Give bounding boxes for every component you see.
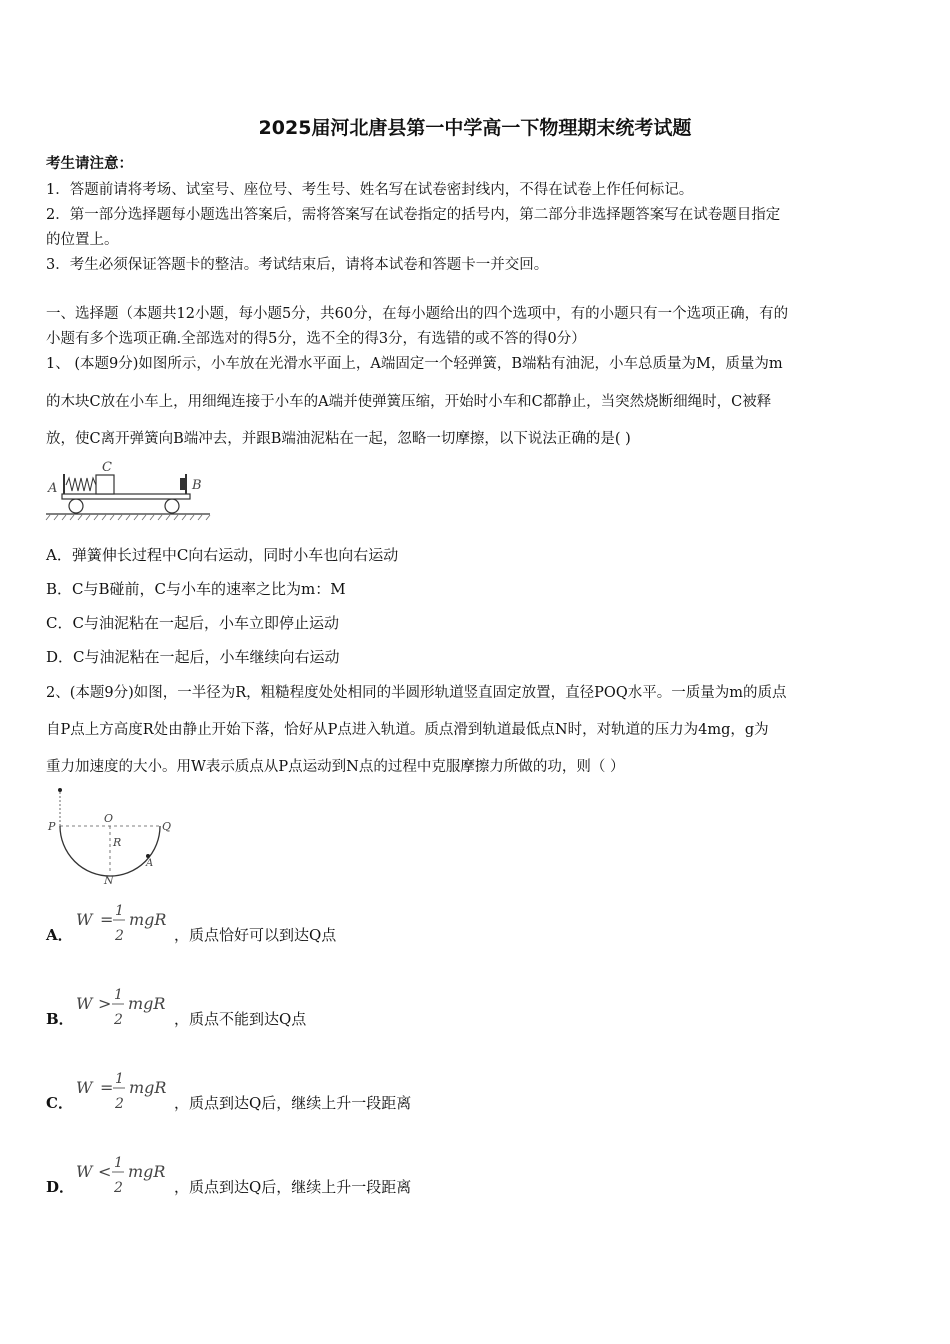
formula-denominator: 2 — [115, 1096, 124, 1112]
fig1-label-c: C — [102, 460, 112, 475]
q2-option-d-formula — [74, 1150, 174, 1200]
fig2-label-o: O — [104, 812, 114, 825]
formula-numerator: 1 — [114, 987, 123, 1003]
fig2-label-a: A — [146, 858, 154, 869]
q2-stem-line3: 重力加速度的大小。用W表示质点从P点运动到N点的过程中克服摩擦力所做的功，则（ ） — [46, 759, 625, 775]
formula-numerator: 1 — [114, 1155, 123, 1171]
q2-option-a-formula — [74, 898, 174, 948]
q2-option-b-text: ，质点不能到达Q点 — [174, 1010, 307, 1028]
formula-rhs: mgR — [128, 994, 166, 1013]
formula-rhs: mgR — [128, 1162, 166, 1181]
formula-rhs: mgR — [129, 1078, 167, 1097]
formula-numerator: 1 — [115, 1071, 124, 1087]
page-title: 2025届河北唐县第一中学高一下物理期末统考试题 — [258, 117, 692, 139]
q2-stem-line1: 2、(本题9分)如图，一半径为R，粗糙程度处处相同的半圆形轨道竖直固定放置，直径POQ水平。一质量为m的质点 — [46, 685, 787, 701]
formula-denominator: 2 — [114, 1012, 123, 1028]
q2-option-d-text: ，质点到达Q后，继续上升一段距离 — [174, 1178, 412, 1196]
fig2-label-n: N — [104, 874, 114, 886]
fig2-label-q: Q — [162, 820, 172, 833]
fig1-label-b: B — [192, 478, 202, 493]
q2-option-c-letter: C． — [46, 1094, 73, 1112]
section-heading-line2: 小题有多个选项正确.全部选对的得5分，选不全的得3分，有选错的或不答的得0分） — [46, 331, 586, 347]
formula-numerator: 1 — [115, 903, 124, 919]
formula-denominator: 2 — [114, 1180, 123, 1196]
q2-option-b-letter: B． — [46, 1010, 74, 1028]
fig1-label-a: A — [48, 481, 58, 496]
formula-relation: < — [98, 1162, 112, 1181]
cart-spring-figure — [44, 458, 214, 522]
formula-rhs: mgR — [129, 910, 167, 929]
formula-denominator: 2 — [115, 928, 124, 944]
q2-option-a-letter: A． — [46, 926, 73, 944]
notice-heading: 考生请注意： — [46, 155, 133, 172]
q2-option-c-formula — [74, 1066, 174, 1116]
section-heading-line1: 一、选择题（本题共12小题，每小题5分，共60分，在每小题给出的四个选项中，有的小题只有一个选项正确，有的 — [46, 306, 789, 322]
fig2-label-p: P — [48, 820, 56, 833]
q1-stem-line3: 放，使C离开弹簧向B端冲去，并跟B端油泥粘在一起，忽略一切摩擦，以下说法正确的是( ) — [46, 431, 631, 447]
formula-relation: = — [100, 1078, 114, 1097]
notice-item-2: 2．第一部分选择题每小题选出答案后，需将答案写在试卷指定的括号内，第二部分非选择题答案写在试卷题目指定 — [46, 207, 781, 223]
fig2-label-r: R — [113, 836, 122, 849]
q1-option-a: A．弹簧伸长过程中C向右运动，同时小车也向右运动 — [46, 546, 399, 564]
formula-lhs: W — [76, 1078, 93, 1097]
notice-item-3: 3．考生必须保证答题卡的整洁。考试结束后，请将本试卷和答题卡一并交回。 — [46, 257, 549, 273]
notice-item-1: 1．答题前请将考场、试室号、座位号、考生号、姓名写在试卷密封线内，不得在试卷上作任何标记。 — [46, 182, 694, 198]
semicircle-track-figure — [44, 786, 184, 886]
q1-option-b: B．C与B碰前，C与小车的速率之比为m：M — [46, 580, 346, 598]
q2-option-d-letter: D． — [46, 1178, 75, 1196]
formula-relation: > — [98, 994, 112, 1013]
formula-lhs: W — [76, 994, 93, 1013]
q1-stem-line1: 1、 (本题9分)如图所示，小车放在光滑水平面上，A端固定一个轻弹簧，B端粘有油泥，小车总质量为M，质量为m — [46, 356, 783, 372]
formula-relation: = — [100, 910, 114, 929]
q1-option-c: C．C与油泥粘在一起后，小车立即停止运动 — [46, 614, 339, 632]
q2-stem-line2: 自P点上方高度R处由静止开始下落，恰好从P点进入轨道。质点滑到轨道最低点N时，对轨道的压力为4mg，g为 — [46, 722, 769, 738]
q2-option-c-text: ，质点到达Q后，继续上升一段距离 — [174, 1094, 412, 1112]
formula-lhs: W — [76, 910, 93, 929]
q1-stem-line2: 的木块C放在小车上，用细绳连接于小车的A端并使弹簧压缩，开始时小车和C都静止，当突然烧断细绳时，C被释 — [46, 394, 772, 410]
q1-option-d: D．C与油泥粘在一起后，小车继续向右运动 — [46, 648, 340, 666]
q2-option-b-formula — [74, 982, 174, 1032]
q2-option-a-text: ，质点恰好可以到达Q点 — [174, 926, 337, 944]
formula-lhs: W — [76, 1162, 93, 1181]
notice-item-2-cont: 的位置上。 — [46, 232, 119, 248]
